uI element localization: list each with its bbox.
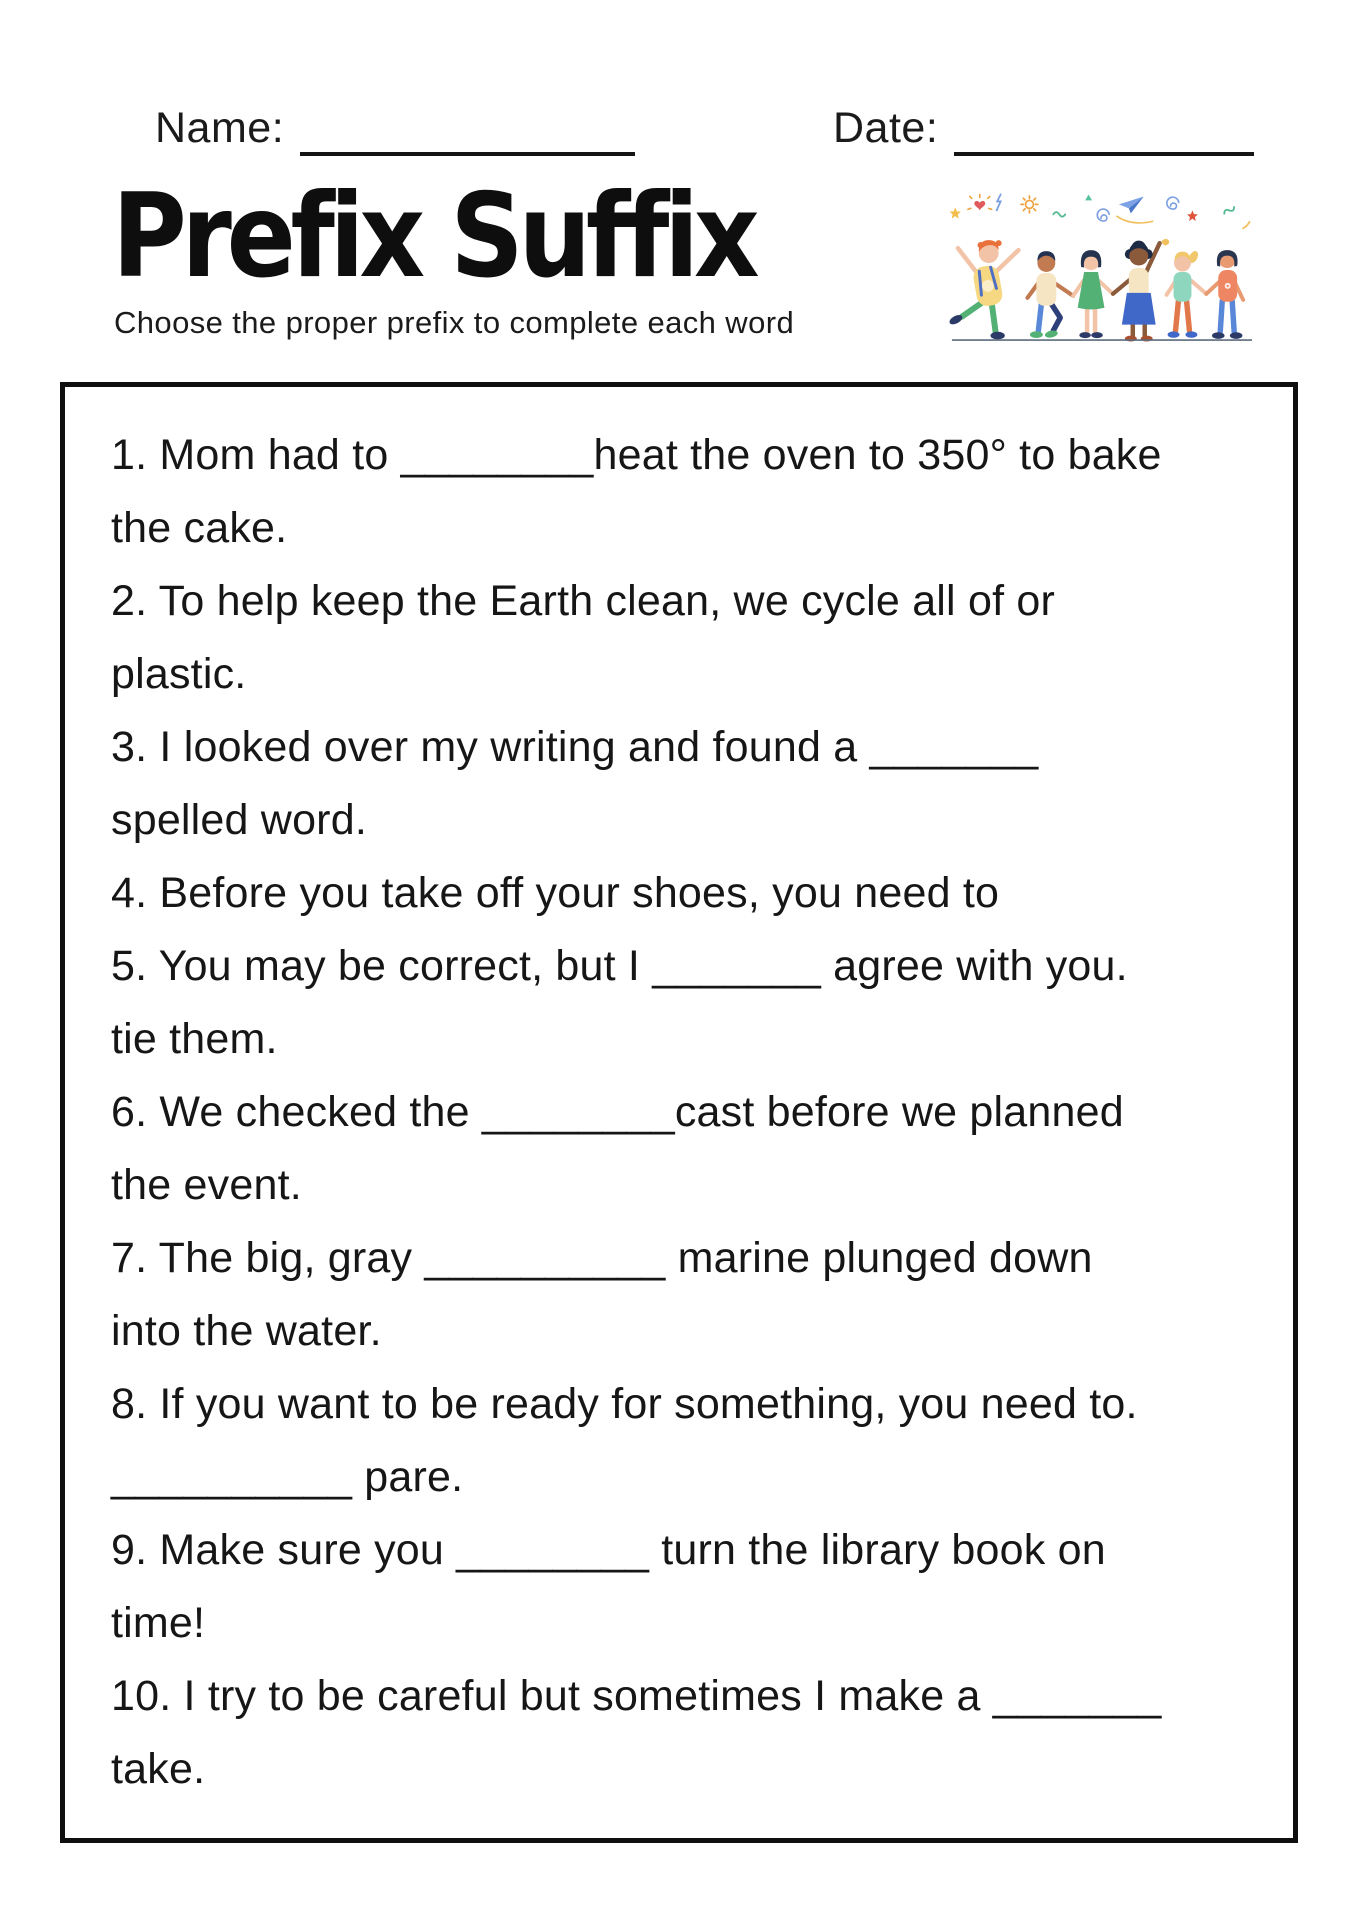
children-illustration	[942, 190, 1260, 348]
name-label: Name:	[155, 104, 285, 152]
kid-raised-arm	[1113, 239, 1169, 342]
worksheet-line: 10. I try to be careful but sometimes I make a _______	[111, 1672, 1162, 1720]
page-title: Prefix Suffix	[112, 169, 755, 304]
confetti-doodles	[950, 194, 1250, 228]
spiral-doodle-2	[1167, 197, 1179, 209]
kid-tank-top	[1027, 251, 1073, 339]
star-doodle	[950, 207, 961, 218]
kid-ponytail	[1167, 250, 1207, 338]
kid-celebrating	[948, 240, 1019, 339]
worksheet-line: 2. To help keep the Earth clean, we cycle all of or	[111, 577, 1056, 625]
red-star-doodle	[1187, 210, 1198, 221]
worksheet-line: 8. If you want to be ready for something, you need to.	[111, 1380, 1138, 1428]
worksheet-line: spelled word.	[111, 796, 367, 844]
title-block	[112, 169, 952, 341]
paper-plane-doodle	[1117, 196, 1153, 223]
squiggle-doodle	[1053, 212, 1065, 216]
worksheet-line: plastic.	[111, 650, 247, 698]
green-squiggle-doodle	[1223, 205, 1235, 216]
worksheet-line: 3. I looked over my writing and found a _______	[111, 723, 1039, 771]
kid-coral-top	[1206, 250, 1243, 339]
date-field	[833, 104, 1254, 156]
yellow-dash-doodle	[1243, 222, 1249, 228]
triangle-doodle	[1085, 194, 1092, 200]
spiral-doodle	[1097, 209, 1109, 221]
worksheet-line: 4. Before you take off your shoes, you need to	[111, 869, 1000, 917]
page-subtitle: Choose the proper prefix to complete each word	[114, 304, 795, 340]
worksheet-line: 6. We checked the ________cast before we planned	[111, 1088, 1124, 1136]
sun-doodle	[1021, 196, 1038, 213]
worksheet-line: tie them.	[111, 1015, 278, 1063]
worksheet-line: __________ pare.	[111, 1453, 464, 1501]
worksheet-line: 1. Mom had to ________heat the oven to 350° to bake	[111, 431, 1162, 479]
lightning-doodle	[997, 194, 1001, 210]
worksheet-line: the cake.	[111, 504, 288, 552]
name-field	[155, 104, 635, 156]
worksheet-line: 7. The big, gray __________ marine plunged down	[111, 1234, 1093, 1282]
worksheet-line: into the water.	[111, 1307, 382, 1355]
worksheet-line: 9. Make sure you ________ turn the library book on	[111, 1526, 1106, 1574]
date-blank-line	[954, 112, 1254, 156]
worksheet-line: the event.	[111, 1161, 302, 1209]
worksheet-line: 5. You may be correct, but I _______ agree with you.	[111, 942, 1128, 990]
date-label: Date:	[833, 104, 939, 152]
kid-green-dress	[1073, 250, 1113, 338]
worksheet-line: take.	[111, 1745, 206, 1793]
name-blank-line	[300, 112, 635, 156]
worksheet-line: time!	[111, 1599, 206, 1647]
question-box	[60, 382, 1298, 1843]
heart-sun-doodle	[968, 194, 992, 210]
